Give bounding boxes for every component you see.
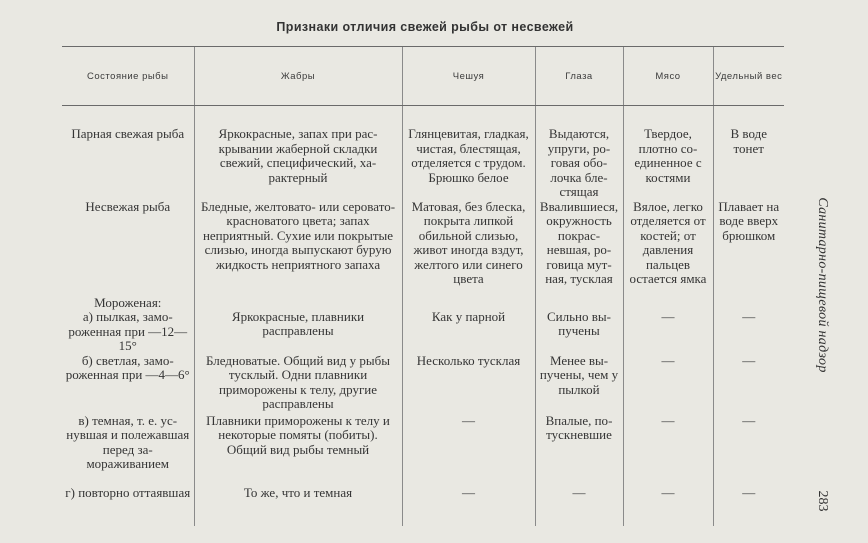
cell-eyes: Ввалившиеся, окружность покрасневшая, роговица мутная, тусклая [535,200,623,296]
cell-scales: Матовая, без блеска, покрыта липкой обильной слизью, живот иногда вздут, желтого или синего цвета [402,200,535,296]
cell-eyes: Сильно выпучены [535,296,623,354]
page-number [808,486,836,516]
header-state: Состояние рыбы [62,47,194,106]
cell-scales: Как у парной [402,296,535,354]
table-row [62,296,784,354]
header-specific-weight: Удельный вес [713,47,784,106]
cell-gills: Яркокрасные, плавники расправлены [194,296,402,354]
cell-meat: — [623,296,713,354]
header-row [62,47,784,106]
cell-weight: — [713,486,784,526]
table-row [62,414,784,486]
cell-state: Несвежая рыба [85,198,171,214]
cell-gills: То же, что и темная [194,486,402,526]
cell-eyes: Впалые, потускневшие [535,414,623,486]
fish-freshness-table [62,46,784,526]
cell-meat: — [623,486,713,526]
cell-meat: — [623,354,713,414]
table-title: Признаки отличия свежей рыбы от несвежей [276,20,574,34]
cell-weight: В воде тонет [713,127,784,200]
cell-meat: — [623,414,713,486]
cell-eyes: — [535,486,623,526]
cell-gills: Яркокрасные, запах при раскрывании жаберной складки свежий, специфический, характерный [194,127,402,200]
cell-state: в) темная, т. е. уснувшая и полежавшая перед замораживанием [66,412,190,471]
cell-weight: — [713,296,784,354]
cell-meat: Твердое, плотно соединенное с костями [623,127,713,200]
table-row [62,200,784,296]
cell-scales: Глянцевитая, гладкая, чистая, блестящая, отделяется с трудом. Брюшко белое [402,127,535,200]
cell-scales: — [402,486,535,526]
header-eyes: Глаза [535,47,623,106]
cell-meat: Вялое, легко отделяется от костей; от давления пальцев остается ямка [623,200,713,296]
cell-weight: — [713,354,784,414]
cell-weight: — [713,414,784,486]
cell-state: Мороженая: а) пылкая, замороженная при —12—15° [68,294,188,353]
cell-eyes: Выдаются, упруги, роговая оболочка блестящая [535,127,623,200]
table-row [62,127,784,200]
cell-gills: Бледные, желтовато- или серовато-красноватого цвета; запах неприятный. Сухие или покрытые слизью, иногда выпускают бурую жидкость неприятного запаха [194,200,402,296]
cell-scales: — [402,414,535,486]
header-scales: Чешуя [402,47,535,106]
cell-gills: Плавники приморожены к телу и некоторые помяты (побиты). Общий вид рыбы темный [194,414,402,486]
page-number-text: 283 [815,490,830,512]
header-gills: Жабры [194,47,402,106]
cell-weight: Плавает на воде вверх брюшком [713,200,784,296]
cell-state: Парная свежая рыба [71,126,185,141]
cell-eyes: Менее выпучены, чем у пылкой [535,354,623,414]
cell-state: г) повторно оттаявшая [65,484,191,500]
cell-scales: Несколько тусклая [402,354,535,414]
header-meat: Мясо [623,47,713,106]
running-head [808,190,836,380]
running-head-text: Санитарно-пищевой надзор [815,197,830,373]
table-row [62,354,784,414]
cell-state: б) светлая, замороженная при —4—6° [65,352,190,382]
cell-gills: Бледноватые. Общий вид у рыбы тусклый. Одни плавники приморожены к телу, другие расправлены [194,354,402,414]
table-row [62,486,784,526]
